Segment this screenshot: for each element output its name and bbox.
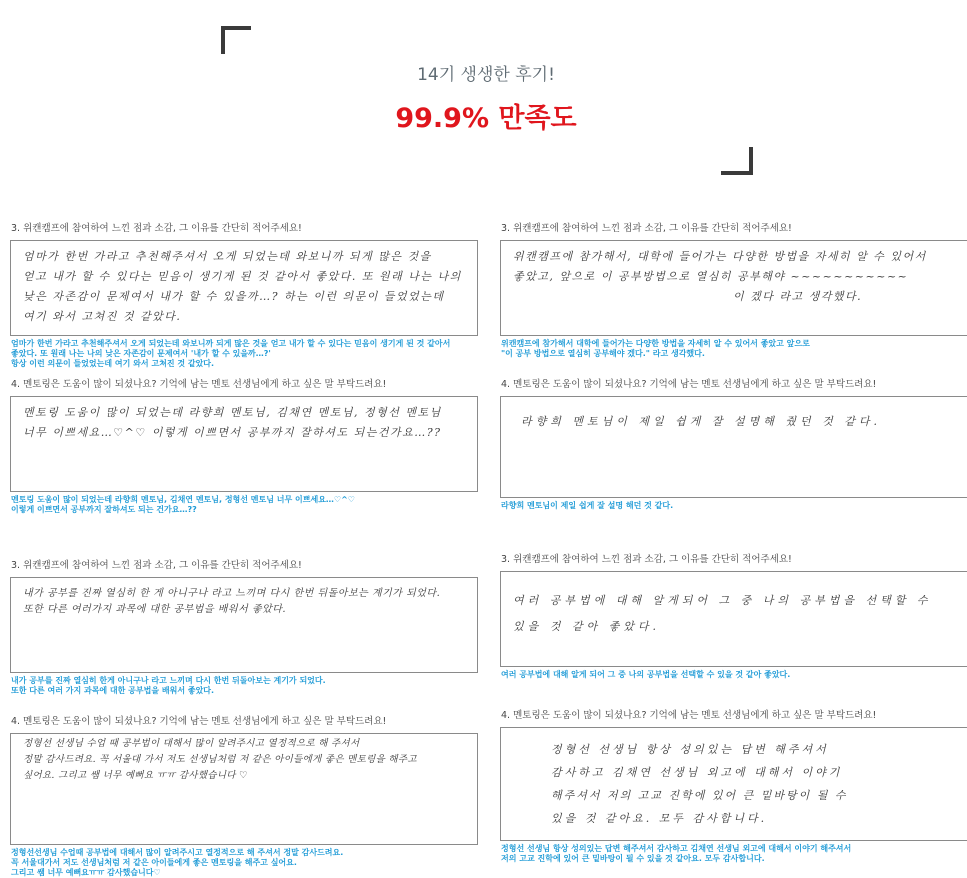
typed-transcript: 꼭 서울대가서 저도 선생님처럼 저 같은 아이들에게 좋은 멘토링을 해주고 싶어요. xyxy=(11,858,297,867)
handwritten-line: 또한 다른 여러가지 과목에 대한 공부법을 배워서 좋았다. xyxy=(23,604,287,615)
handwritten-line: 있을 것 같아요. 모두 감사합니다. xyxy=(551,812,768,825)
question-label: 4. 멘토링은 도움이 많이 되셨나요? 기억에 남는 멘토 선생님에게 하고 싶은 말 부탁드려요! xyxy=(11,379,387,390)
typed-transcript: 내가 공부를 진짜 열심히 한게 아니구나 라고 느끼며 다시 한번 뒤돌아보는 계기가 되었다. xyxy=(11,676,326,685)
handwritten-line: 라향희 멘토님이 제일 쉽게 잘 설명해 줬던 것 같다. xyxy=(521,415,881,428)
corner-bracket-bottom-right xyxy=(721,147,753,175)
typed-transcript: 또한 다른 여러 가지 과목에 대한 공부법을 배워서 좋았다. xyxy=(11,686,215,695)
question-label: 3. 위캔캠프에 참여하여 느낀 점과 소감, 그 이유를 간단히 적어주세요! xyxy=(11,560,302,571)
handwritten-line: 있을 것 같아 좋았다. xyxy=(513,620,660,633)
question-label: 3. 위캔캠프에 참여하여 느낀 점과 소감, 그 이유를 간단히 적어주세요! xyxy=(501,554,792,565)
typed-transcript: 멘토링 도움이 많이 되었는데 라향희 멘토님, 김채연 멘토님, 정형선 멘토님 너무 이쁘세요…♡^♡ xyxy=(11,495,355,504)
handwritten-answer-box xyxy=(10,240,478,336)
handwritten-answer-box xyxy=(500,571,967,667)
typed-transcript: 여러 공부법에 대해 알게 되어 그 중 나의 공부법을 선택할 수 있을 것 같아 좋았다. xyxy=(501,670,791,679)
handwritten-line: 여러 공부법에 대해 알게되어 그 중 나의 공부법을 선택할 수 xyxy=(513,594,932,607)
typed-transcript: 이렇게 이쁘면서 공부까지 잘하셔도 되는 건가요…?? xyxy=(11,505,197,514)
handwritten-answer-box xyxy=(10,577,478,673)
question-label: 4. 멘토링은 도움이 많이 되셨나요? 기억에 남는 멘토 선생님에게 하고 싶은 말 부탁드려요! xyxy=(501,710,877,721)
typed-transcript: 정형선선생님 수업때 공부법에 대해서 많이 알려주시고 열정적으로 해 주셔서 정말 감사드려요. xyxy=(11,848,344,857)
review-card-left-q4 xyxy=(10,376,478,515)
typed-transcript: 정형선 선생님 항상 성의있는 답변 해주셔서 감사하고 김채연 선생님 외고에 대해서 이야기 해주셔서 xyxy=(501,844,852,853)
handwritten-line: 정말 감사드려요. 꼭 서울대 가서 저도 선생님처럼 저 같은 아이들에게 좋은 멘토링을 해주고 xyxy=(23,754,417,765)
typed-transcript: 저의 고교 진학에 있어 큰 밑바탕이 될 수 있을 것 같아요. 모두 감사합니다. xyxy=(501,854,765,863)
question-label: 4. 멘토링은 도움이 많이 되셨나요? 기억에 남는 멘토 선생님에게 하고 싶은 말 부탁드려요! xyxy=(11,716,387,727)
review-card-left-q4-lower xyxy=(10,713,478,878)
review-card-right-q3-lower xyxy=(500,551,967,680)
typed-transcript: 좋았다. 또 원래 나는 나의 낮은 자존감이 문제여서 '내가 할 수 있을까…?' xyxy=(11,349,271,358)
handwritten-line: 이 겠다 라고 생각했다. xyxy=(733,290,863,303)
question-label: 4. 멘토링은 도움이 많이 되셨나요? 기억에 남는 멘토 선생님에게 하고 싶은 말 부탁드려요! xyxy=(501,379,877,390)
typed-transcript: 엄마가 한번 가라고 추천해주셔서 오게 되었는데 와보니까 되게 많은 것을 얻고 내가 할 수 있다는 믿음이 생기게 된 것 같아서 xyxy=(11,339,451,348)
question-label: 3. 위캔캠프에 참여하여 느낀 점과 소감, 그 이유를 간단히 적어주세요! xyxy=(11,223,302,234)
handwritten-line: 해주셔서 저의 고교 진학에 있어 큰 밑바탕이 될 수 xyxy=(551,789,848,802)
page-title: 99.9% 만족도 xyxy=(395,103,577,134)
handwritten-answer-box xyxy=(500,396,967,498)
question-label: 3. 위캔캠프에 참여하여 느낀 점과 소감, 그 이유를 간단히 적어주세요! xyxy=(501,223,792,234)
handwritten-answer-box xyxy=(500,240,967,336)
typed-transcript: 항상 이런 의문이 들었었는데 여기 와서 고쳐진 것 같았다. xyxy=(11,359,215,368)
handwritten-answer-box xyxy=(10,396,478,492)
handwritten-line: 엄마가 한번 가라고 추천해주셔서 오게 되었는데 와보니까 되게 많은 것을 xyxy=(23,250,432,263)
handwritten-line: 좋았고, 앞으로 이 공부방법으로 열심히 공부해야 ~~~~~~~~~~~ xyxy=(513,270,909,283)
typed-transcript: 위캔캠프에 참가해서 대학에 들어가는 다양한 방법을 자세히 알 수 있어서 좋았고 앞으로 xyxy=(501,339,810,348)
review-card-right-q3 xyxy=(500,220,967,359)
page-subtitle: 14기 생생한 후기! xyxy=(417,65,555,85)
handwritten-line: 감사하고 김채연 선생님 외고에 대해서 이야기 xyxy=(551,766,843,779)
review-card-left-q3-lower xyxy=(10,557,478,696)
review-card-left-q3 xyxy=(10,220,478,369)
handwritten-line: 내가 공부를 진짜 열심히 한 게 아니구나 라고 느끼며 다시 한번 뒤돌아보는 계기가 되었다. xyxy=(23,588,441,599)
review-card-right-q4 xyxy=(500,376,967,511)
handwritten-line: 낮은 자존감이 문제여서 내가 할 수 있을까…? 하는 이런 의문이 들었었는데 xyxy=(23,290,445,303)
handwritten-line: 멘토링 도움이 많이 되었는데 라향희 멘토님, 김채연 멘토님, 정형선 멘토님 xyxy=(23,406,442,419)
handwritten-line: 여기 와서 고쳐진 것 같았다. xyxy=(23,310,182,323)
handwritten-answer-box xyxy=(10,733,478,845)
handwritten-line: 얻고 내가 할 수 있다는 믿음이 생기게 된 것 같아서 좋았다. 또 원래 나는 나의 xyxy=(23,270,462,283)
handwritten-line: 정형선 선생님 수업 때 공부법이 대해서 많이 알려주시고 열정적으로 해 주셔서 xyxy=(23,738,360,749)
handwritten-line: 정형선 선생님 항상 성의있는 답변 해주셔서 xyxy=(551,743,829,756)
handwritten-answer-box xyxy=(500,727,967,841)
handwritten-line: 위캔캠프에 참가해서, 대학에 들어가는 다양한 방법을 자세히 알 수 있어서 xyxy=(513,250,927,263)
corner-bracket-top-left xyxy=(221,26,251,54)
typed-transcript: 그리고 쌤 너무 예뻐요ㅠㅠ 감사했습니다♡ xyxy=(11,868,161,877)
typed-transcript: "이 공부 방법으로 열심히 공부해야 겠다." 라고 생각했다. xyxy=(501,349,705,358)
handwritten-line: 너무 이쁘세요…♡^♡ 이렇게 이쁘면서 공부까지 잘하셔도 되는건가요…?? xyxy=(23,426,442,439)
handwritten-line: 싶어요. 그리고 쌤 너무 예뻐요 ㅠㅠ 감사했습니다 ♡ xyxy=(23,770,248,781)
typed-transcript: 라향희 멘토님이 제일 쉽게 잘 설명 해던 것 같다. xyxy=(501,501,674,510)
review-card-right-q4-lower xyxy=(500,707,967,864)
